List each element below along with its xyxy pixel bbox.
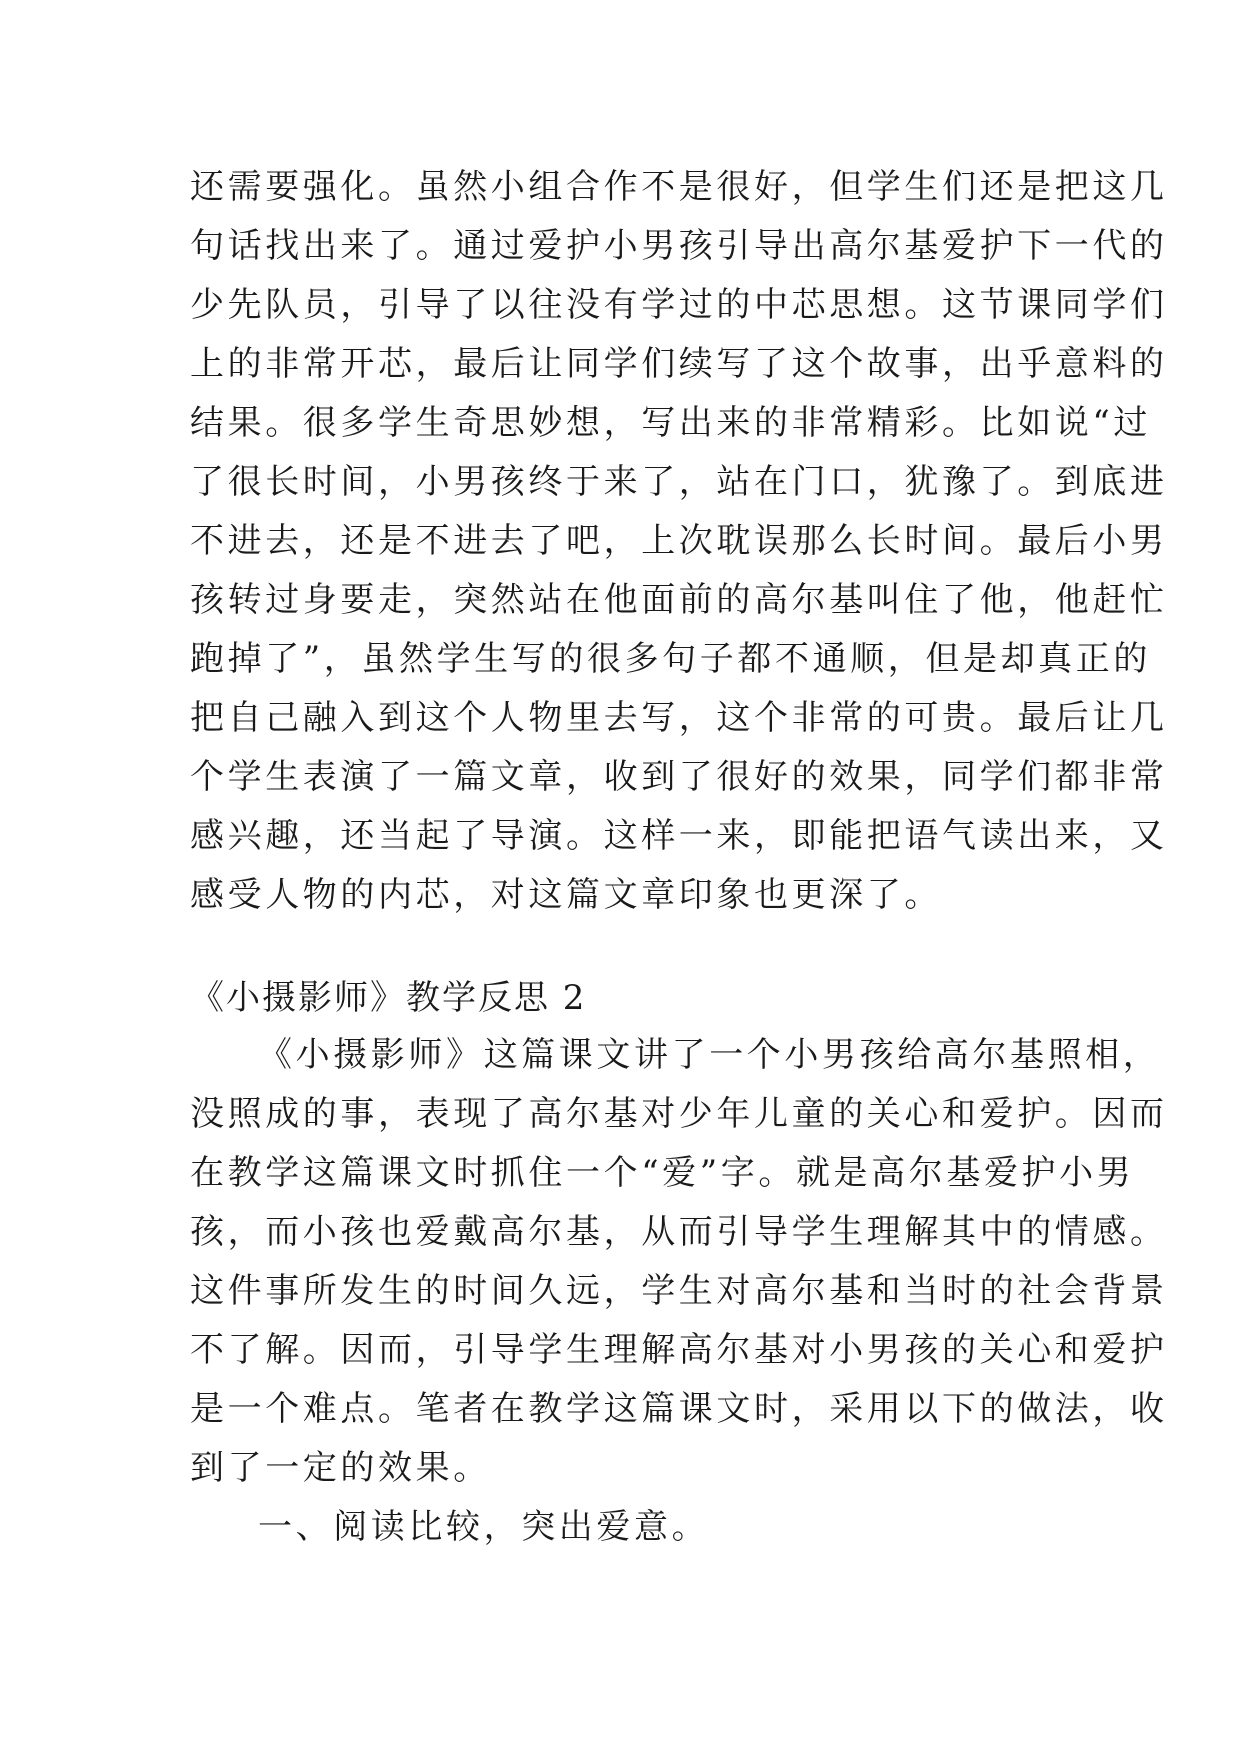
paragraph-1: [190, 158, 1168, 925]
paragraph-line: 孩，而小孩也爱戴高尔基，从而引导学生理解其中的情感。: [190, 1212, 1168, 1252]
paragraph-line: 跑掉了”，虽然学生写的很多句子都不通顺，但是却真正的: [190, 639, 1151, 679]
paragraph-line: 句话找出来了。通过爱护小男孩引导出高尔基爱护下一代的: [190, 226, 1168, 266]
paragraph-line: 感受人物的内芯，对这篇文章印象也更深了。: [190, 875, 942, 915]
paragraph-line: 在教学这篇课文时抓住一个“爱”字。就是高尔基爱护小男: [190, 1153, 1135, 1193]
paragraph-line: 是一个难点。笔者在教学这篇课文时，采用以下的做法，收: [190, 1389, 1168, 1429]
paragraph-line: 还需要强化。虽然小组合作不是很好，但学生们还是把这几: [190, 167, 1168, 207]
paragraph-line: 结果。很多学生奇思妙想，写出来的非常精彩。比如说“过: [190, 403, 1151, 443]
paragraph-line: 这件事所发生的时间久远，学生对高尔基和当时的社会背景: [190, 1271, 1168, 1311]
paragraph-line: 把自己融入到这个人物里去写，这个非常的可贵。最后让几: [190, 698, 1168, 738]
section-heading-block: [190, 969, 1060, 1028]
paragraph-line: 《小摄影师》这篇课文讲了一个小男孩给高尔基照相，: [258, 1035, 1161, 1075]
section-subtitle: 一、阅读比较，突出爱意。: [258, 1507, 710, 1547]
paragraph-line: 没照成的事，表现了高尔基对少年儿童的关心和爱护。因而: [190, 1094, 1168, 1134]
paragraph-line: 个学生表演了一篇文章，收到了很好的效果，同学们都非常: [190, 757, 1168, 797]
paragraph-line: 不了解。因而，引导学生理解高尔基对小男孩的关心和爱护: [190, 1330, 1168, 1370]
paragraph-line: 孩转过身要走，突然站在他面前的高尔基叫住了他，他赶忙: [190, 580, 1168, 620]
paragraph-line: 感兴趣，还当起了导演。这样一来，即能把语气读出来，又: [190, 816, 1168, 856]
paragraph-line: 少先队员，引导了以往没有学过的中芯思想。这节课同学们: [190, 285, 1168, 325]
paragraph-line: 到了一定的效果。: [190, 1448, 491, 1488]
paragraph-line: 了很长时间，小男孩终于来了，站在门口，犹豫了。到底进: [190, 462, 1168, 502]
section-heading: 《小摄影师》教学反思 2: [190, 978, 587, 1018]
paragraph-2: [190, 1026, 1168, 1557]
paragraph-line: 不进去，还是不进去了吧，上次耽误那么长时间。最后小男: [190, 521, 1168, 561]
paragraph-line: 上的非常开芯，最后让同学们续写了这个故事，出乎意料的: [190, 344, 1168, 384]
